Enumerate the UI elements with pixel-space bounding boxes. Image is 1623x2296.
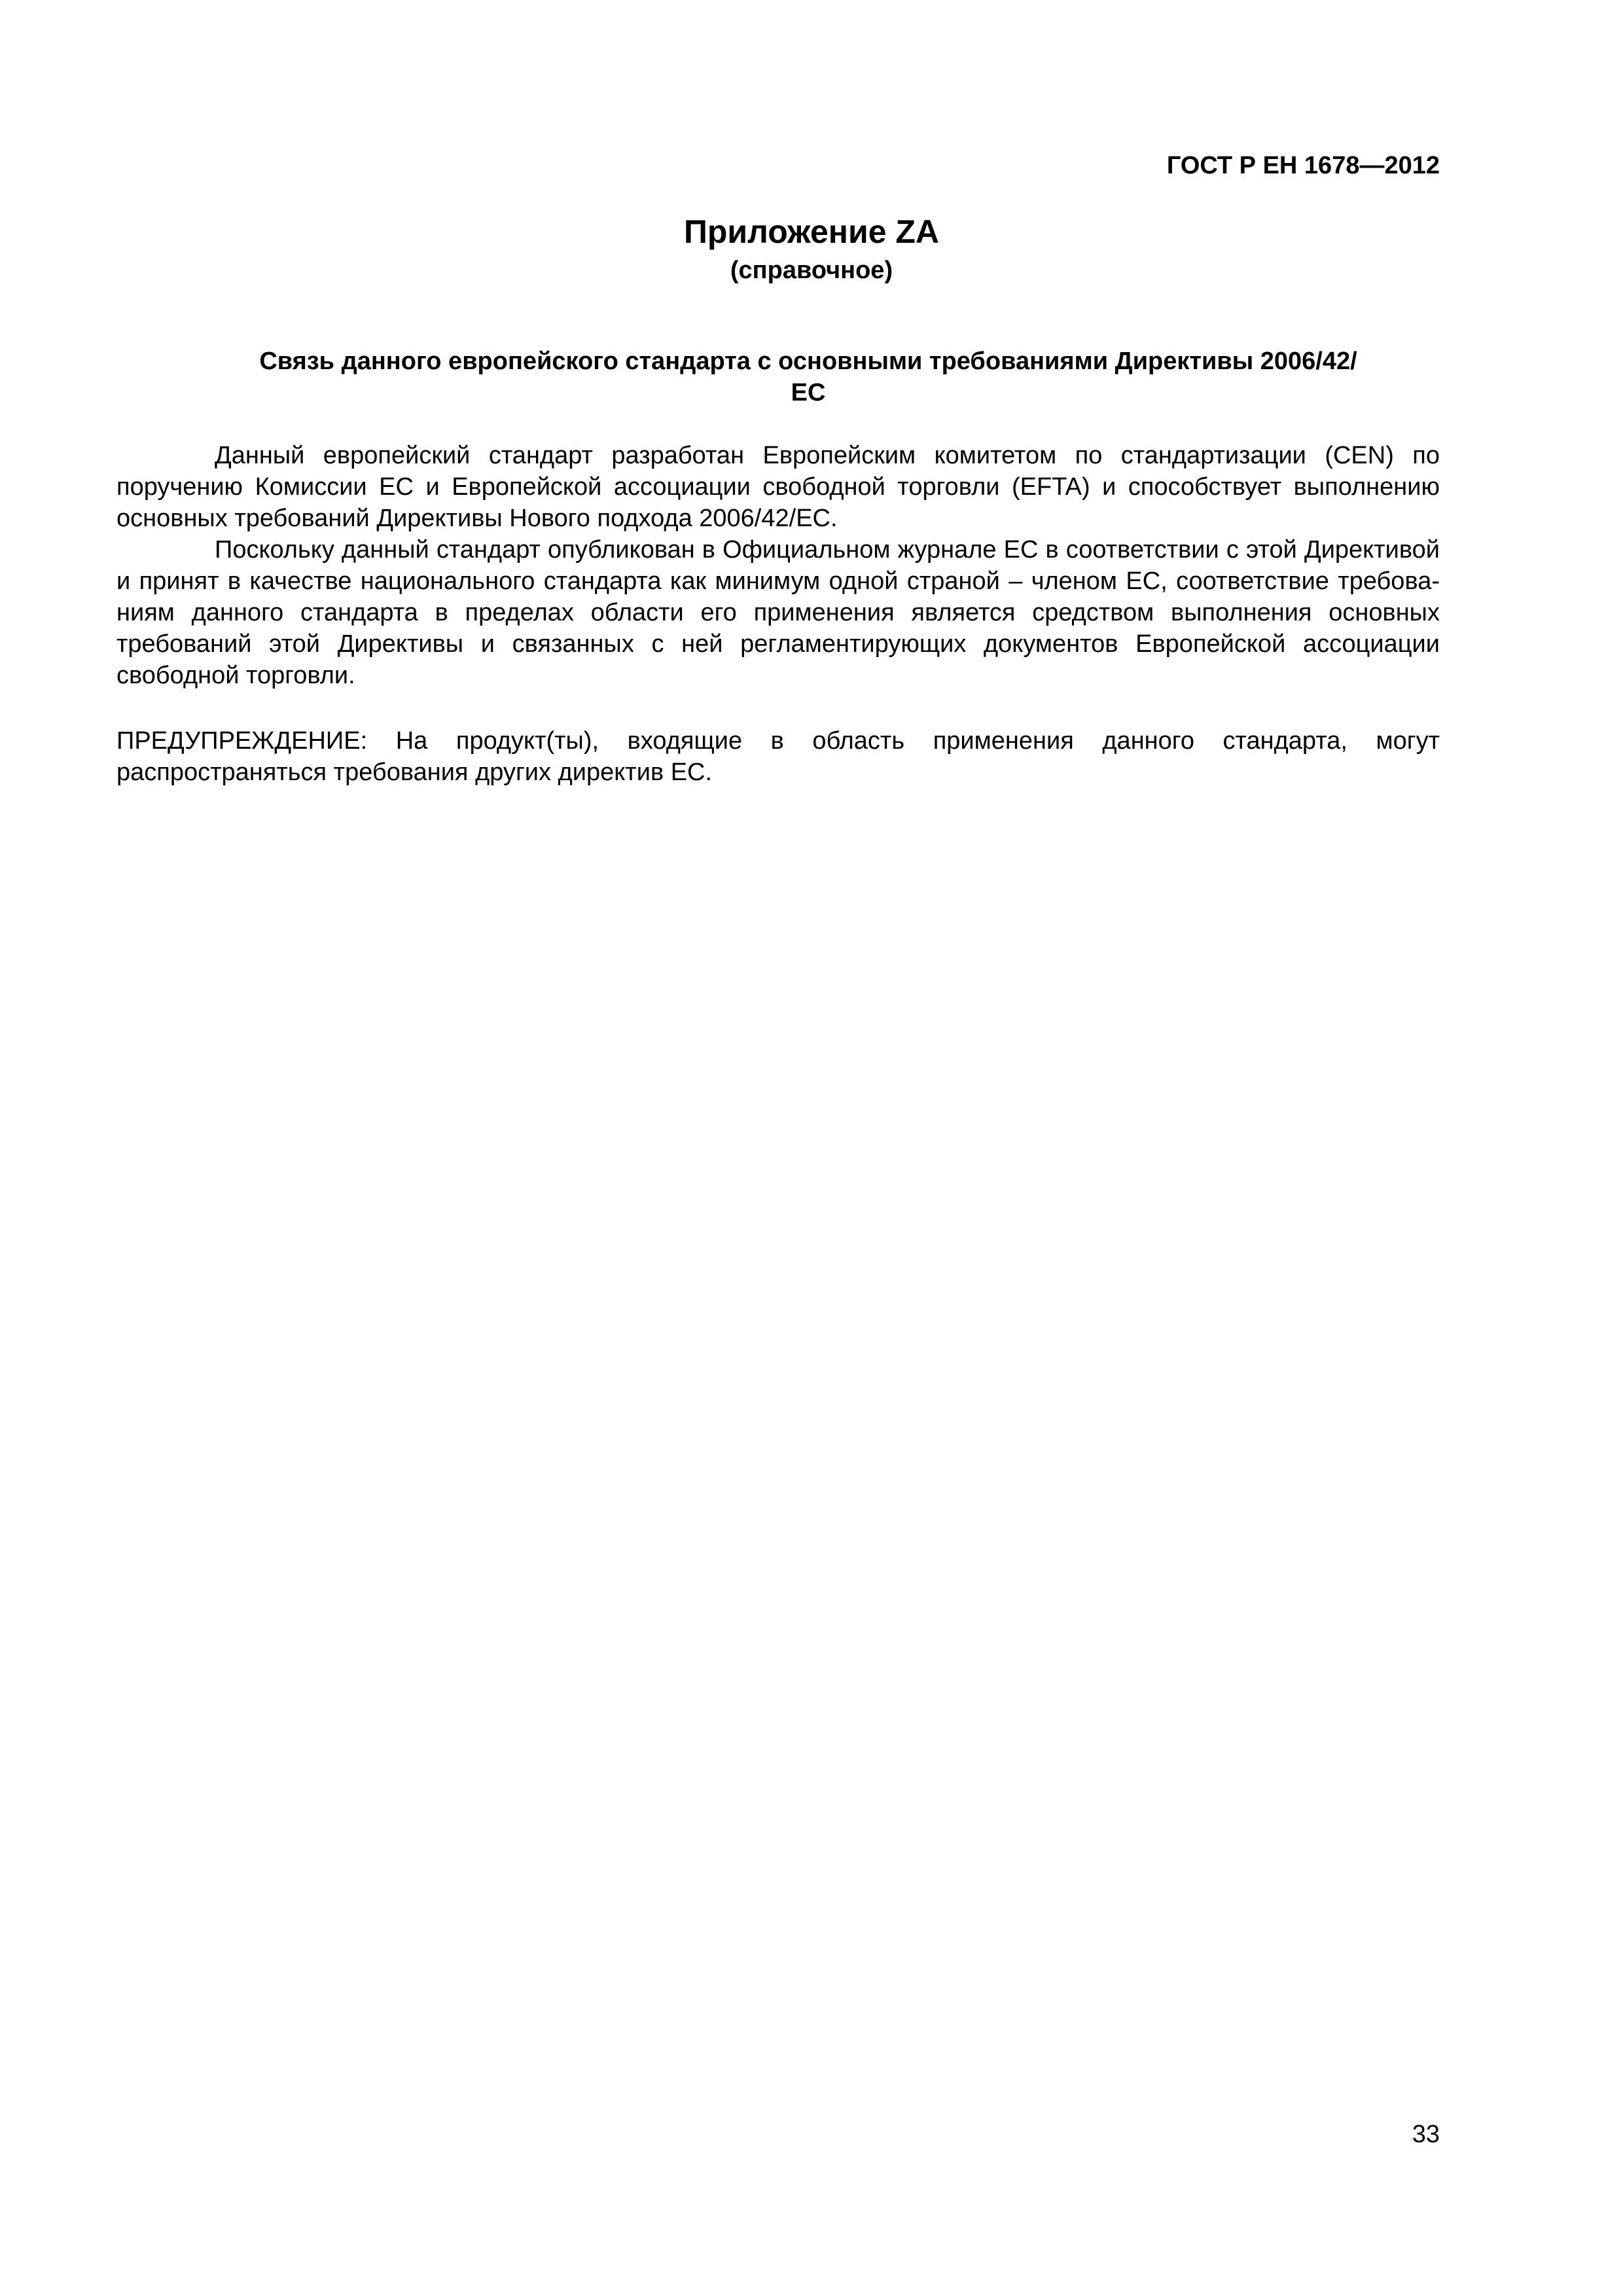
section-title: Связь данного европейского стандарта с основными требованиями Директивы 2006/42/ЕС [259, 348, 1357, 406]
warning-text: ПРЕДУПРЕЖДЕНИЕ: На продукт(ты), входящие в область применения данного стандарта, могут распространяться требования других директив ЕС. [116, 727, 1440, 786]
page-number: 33 [1412, 2121, 1440, 2148]
annex-title: Приложение ZA [683, 213, 940, 250]
warning-block [116, 725, 1440, 788]
paragraph-2: Поскольку данный стандарт опубликован в Официальном журнале ЕС в соответствии с этой Директивой и принят в качестве национального стандарта как минимум одной страной – членом ЕС, соответствие требова-ниям данного стандарта в пределах области его применения является средством выполнения основных требований этой Директивы и связанных с ней регламентирующих документов Европейской ассоциации свободной торговли. [116, 536, 1440, 689]
paragraph-1: Данный европейский стандарт разработан Европейским комитетом по стандартизации (CEN) по поручению Комиссии ЕС и Европейской ассоциации свободной торговли (EFTA) и способствует выполнению основных требований Директивы Нового подхода 2006/42/ЕС. [116, 442, 1440, 532]
body-text [116, 440, 1440, 691]
annex-status: (справочное) [730, 257, 893, 284]
document-code: ГОСТ Р ЕН 1678—2012 [1166, 152, 1440, 179]
